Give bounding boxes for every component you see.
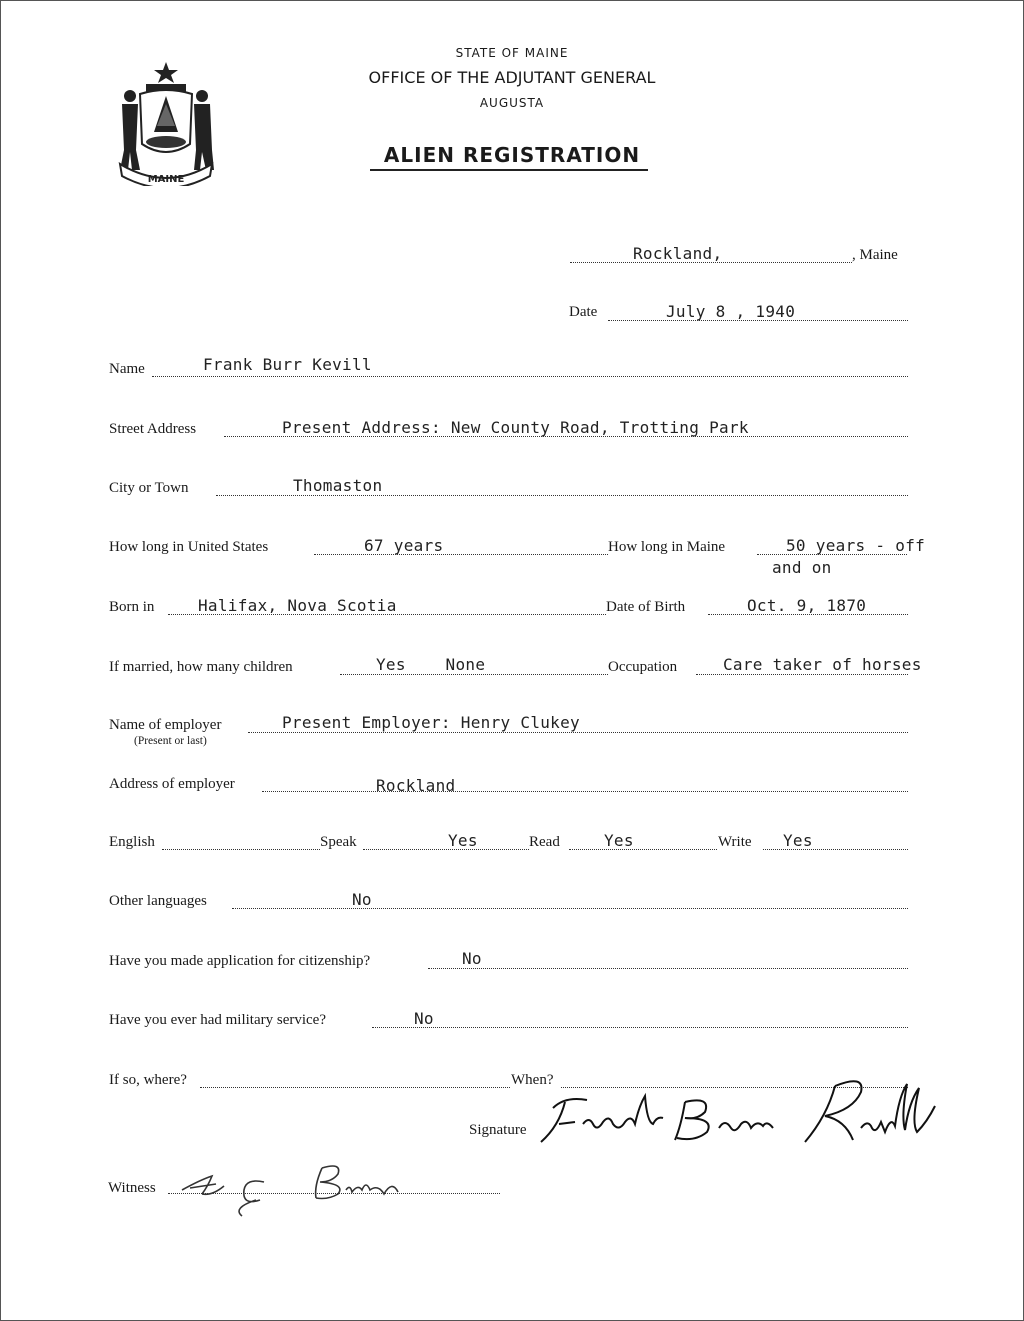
- write-label: Write: [718, 834, 752, 850]
- maine-duration-value: 50 years - off: [786, 536, 926, 555]
- date-value: July 8 , 1940: [666, 302, 796, 321]
- us-duration-label: How long in United States: [109, 539, 269, 555]
- dotted-fill-line: [262, 791, 908, 792]
- name-label: Name: [109, 361, 145, 377]
- occupation-value: Care taker of horses: [723, 655, 922, 674]
- where-label: If so, where?: [109, 1072, 187, 1088]
- witness-handwriting: [172, 1150, 422, 1220]
- dotted-fill-line: [248, 732, 908, 733]
- signature-handwriting: [535, 1066, 955, 1156]
- witness-label: Witness: [108, 1180, 156, 1196]
- dotted-fill-line: [340, 674, 608, 675]
- other-languages-value: No: [352, 890, 372, 909]
- signature-label: Signature: [469, 1122, 527, 1138]
- other-languages-label: Other languages: [109, 893, 207, 909]
- dotted-fill-line: [162, 849, 320, 850]
- dotted-fill-line: [232, 908, 908, 909]
- dotted-fill-line: [696, 674, 908, 675]
- born-label: Born in: [109, 599, 155, 615]
- citizenship-value: No: [462, 949, 482, 968]
- speak-value: Yes: [448, 831, 478, 850]
- title-underline: [370, 169, 648, 171]
- maine-state-seal: [110, 60, 222, 186]
- dotted-fill-line: [200, 1087, 510, 1088]
- state-heading: STATE OF MAINE: [455, 46, 569, 60]
- dotted-fill-line: [569, 849, 717, 850]
- us-duration-value: 67 years: [364, 536, 444, 555]
- read-label: Read: [529, 834, 560, 850]
- dob-value: Oct. 9, 1870: [747, 596, 867, 615]
- city-heading: AUGUSTA: [479, 96, 545, 110]
- dotted-fill-line: [428, 968, 908, 969]
- occupation-label: Occupation: [608, 659, 678, 675]
- dotted-fill-line: [363, 849, 529, 850]
- speak-label: Speak: [320, 834, 357, 850]
- seal-label: MAINE: [147, 174, 185, 185]
- place-suffix: , Maine: [852, 247, 898, 263]
- dotted-fill-line: [216, 495, 908, 496]
- dob-label: Date of Birth: [606, 599, 686, 615]
- maine-duration-label: How long in Maine: [608, 539, 726, 555]
- military-label: Have you ever had military service?: [109, 1012, 326, 1028]
- dotted-fill-line: [314, 554, 608, 555]
- when-label: When?: [511, 1072, 554, 1088]
- name-value: Frank Burr Kevill: [203, 355, 372, 374]
- children-value: Yes None: [376, 655, 486, 674]
- city-label: City or Town: [109, 480, 189, 496]
- street-label: Street Address: [109, 421, 197, 437]
- employer-sublabel: (Present or last): [134, 735, 207, 747]
- english-label: English: [109, 834, 155, 850]
- born-value: Halifax, Nova Scotia: [198, 596, 397, 615]
- military-value: No: [414, 1009, 434, 1028]
- place-value: Rockland,: [633, 244, 723, 263]
- employer-address-label: Address of employer: [109, 776, 235, 792]
- office-heading: OFFICE OF THE ADJUTANT GENERAL: [368, 68, 656, 87]
- citizenship-label: Have you made application for citizenship?: [109, 953, 371, 969]
- date-label: Date: [569, 304, 598, 320]
- employer-label: Name of employer: [109, 717, 222, 733]
- employer-address-value: Rockland: [376, 776, 456, 795]
- dotted-fill-line: [372, 1027, 908, 1028]
- write-value: Yes: [783, 831, 813, 850]
- city-value: Thomaston: [293, 476, 383, 495]
- page-title: ALIEN REGISTRATION: [383, 143, 641, 167]
- dotted-fill-line: [152, 376, 908, 377]
- street-value: Present Address: New County Road, Trotting Park: [282, 418, 749, 437]
- employer-value: Present Employer: Henry Clukey: [282, 713, 580, 732]
- maine-duration-value-2: and on: [772, 558, 832, 577]
- read-value: Yes: [604, 831, 634, 850]
- children-label: If married, how many children: [109, 659, 293, 675]
